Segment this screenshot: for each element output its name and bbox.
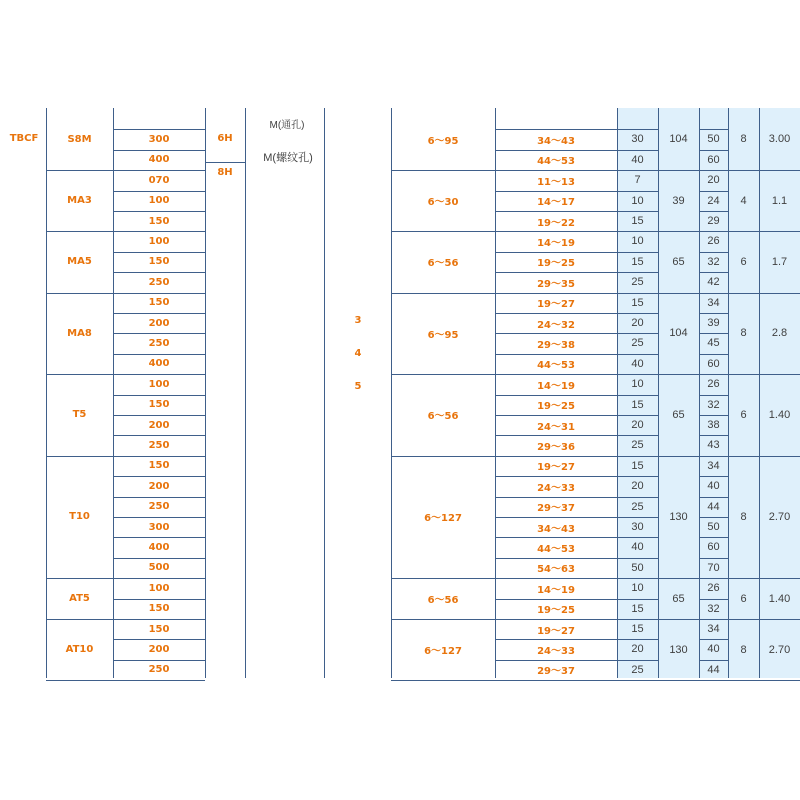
- size-cell: 19～27: [537, 299, 575, 311]
- size-cell: 29～36: [537, 441, 575, 453]
- value-a-cell: 65: [672, 592, 685, 605]
- value-1-cell: 15: [631, 398, 644, 411]
- size-cell: 14～17: [537, 197, 575, 209]
- value-2-cell: 44: [707, 500, 720, 513]
- value-c-cell: 1.40: [768, 592, 791, 605]
- value-2-cell: 60: [707, 541, 720, 554]
- value-1-cell: 20: [631, 480, 644, 493]
- value-1-cell: 10: [631, 378, 644, 391]
- range-cell: 6～30: [427, 197, 459, 209]
- value-1-cell: 50: [631, 561, 644, 574]
- value-2-cell: 60: [707, 153, 720, 166]
- value-c-cell: 3.00: [768, 133, 791, 146]
- group-separator: [391, 680, 800, 681]
- value-1-cell: 15: [631, 459, 644, 472]
- value-2-cell: 20: [707, 174, 720, 187]
- size-cell: 19～22: [537, 217, 575, 229]
- value-1-cell: 10: [631, 235, 644, 248]
- size-cell: 44～53: [537, 360, 575, 372]
- size-cell: 44～53: [537, 543, 575, 555]
- value-1-cell: 40: [631, 153, 644, 166]
- width-cell: 100: [148, 195, 170, 207]
- value-c-cell: 2.8: [771, 327, 788, 340]
- size-cell: 24～33: [537, 645, 575, 657]
- value-1-cell: 7: [634, 174, 641, 187]
- value-b-cell: 8: [740, 643, 747, 656]
- width-cell: 100: [148, 582, 170, 594]
- width-cell: 400: [148, 154, 170, 166]
- range-cell: 6～56: [427, 595, 459, 606]
- size-cell: 29～35: [537, 278, 575, 290]
- width-cell: 300: [148, 521, 170, 533]
- value-c-cell: 1.40: [768, 408, 791, 421]
- width-cell: 400: [148, 358, 170, 370]
- size-cell: 29～37: [537, 666, 575, 678]
- value-1-cell: 40: [631, 541, 644, 554]
- size-cell: 29～38: [537, 339, 575, 351]
- value-1-cell: 15: [631, 215, 644, 228]
- value-1-cell: 15: [631, 296, 644, 309]
- value-1-cell: 30: [631, 133, 644, 146]
- range-cell: 6～95: [427, 329, 459, 341]
- value-1-cell: 40: [631, 357, 644, 370]
- column-divider: [245, 108, 246, 678]
- value-2-cell: 29: [707, 215, 720, 228]
- value-1-cell: 20: [631, 419, 644, 432]
- value-b-cell: 4: [740, 194, 747, 207]
- value-2-cell: 24: [707, 194, 720, 207]
- profile-cell: S8M: [67, 133, 92, 145]
- width-cell: 200: [148, 317, 170, 329]
- width-cell: 150: [148, 256, 170, 268]
- value-a-cell: 104: [669, 133, 688, 146]
- value-1-cell: 25: [631, 276, 644, 289]
- profile-cell: AT10: [65, 644, 94, 655]
- value-2-cell: 44: [707, 663, 720, 676]
- width-cell: 200: [148, 643, 170, 655]
- width-cell: 400: [148, 541, 170, 553]
- width-cell: 150: [148, 215, 170, 227]
- size-cell: 14～19: [537, 237, 575, 249]
- width-cell: 250: [148, 664, 170, 676]
- value-2-cell: 60: [707, 357, 720, 370]
- tolerance-8h: 8H: [217, 166, 233, 178]
- size-cell: 24～33: [537, 482, 575, 494]
- size-cell: 29～37: [537, 503, 575, 515]
- value-c-cell: 1.7: [771, 255, 788, 268]
- inner-number-4: 4: [354, 347, 362, 359]
- size-cell: 14～19: [537, 380, 575, 392]
- profile-cell: MA8: [67, 327, 92, 339]
- value-a-cell: 65: [672, 255, 685, 268]
- size-cell: 11～13: [537, 176, 575, 188]
- value-2-cell: 26: [707, 235, 720, 248]
- size-cell: 19～27: [537, 462, 575, 474]
- value-b-cell: 6: [740, 255, 747, 268]
- column-divider: [205, 108, 206, 678]
- width-cell: 200: [148, 480, 170, 492]
- size-cell: 14～19: [537, 584, 575, 596]
- value-c-cell: 1.1: [771, 194, 788, 207]
- value-a-cell: 65: [672, 408, 685, 421]
- width-cell: 150: [148, 399, 170, 411]
- type-cell: TBCF: [9, 132, 39, 144]
- size-cell: 19～27: [537, 625, 575, 637]
- value-2-cell: 26: [707, 582, 720, 595]
- value-2-cell: 34: [707, 296, 720, 309]
- width-cell: 100: [148, 235, 170, 247]
- value-2-cell: 26: [707, 378, 720, 391]
- width-cell: 100: [148, 378, 170, 390]
- width-cell: 150: [148, 623, 170, 635]
- value-1-cell: 25: [631, 439, 644, 452]
- width-cell: 150: [148, 460, 170, 472]
- width-cell: 250: [148, 439, 170, 451]
- value-1-cell: 15: [631, 623, 644, 636]
- tolerance-divider: [205, 162, 245, 163]
- value-2-cell: 43: [707, 439, 720, 452]
- value-2-cell: 50: [707, 521, 720, 534]
- range-cell: 6～127: [424, 646, 462, 657]
- value-2-cell: 40: [707, 643, 720, 656]
- inner-number-5: 5: [354, 380, 362, 392]
- value-a-cell: 130: [669, 510, 688, 523]
- value-1-cell: 25: [631, 500, 644, 513]
- width-cell: 250: [148, 337, 170, 349]
- value-2-cell: 34: [707, 623, 720, 636]
- value-2-cell: 40: [707, 480, 720, 493]
- tolerance-6h: 6H: [217, 132, 233, 144]
- size-cell: 44～53: [537, 156, 575, 168]
- size-cell: 34～43: [537, 523, 575, 535]
- value-b-cell: 8: [740, 510, 747, 523]
- value-1-cell: 10: [631, 194, 644, 207]
- size-cell: 34～43: [537, 135, 575, 147]
- value-a-cell: 39: [672, 194, 685, 207]
- range-cell: 6～95: [427, 135, 459, 147]
- hole-note-threaded: M(螺纹孔): [263, 152, 313, 164]
- size-cell: 24～32: [537, 319, 575, 331]
- value-2-cell: 32: [707, 602, 720, 615]
- size-cell: 19～25: [537, 605, 575, 617]
- value-a-cell: 130: [669, 643, 688, 656]
- width-cell: 250: [148, 276, 170, 288]
- size-cell: 54～63: [537, 564, 575, 576]
- value-a-cell: 104: [669, 327, 688, 340]
- column-divider: [324, 108, 325, 678]
- value-2-cell: 50: [707, 133, 720, 146]
- range-cell: 6～127: [424, 513, 462, 525]
- value-2-cell: 39: [707, 317, 720, 330]
- value-2-cell: 45: [707, 337, 720, 350]
- width-cell: 250: [148, 501, 170, 513]
- inner-number-3: 3: [354, 314, 362, 326]
- profile-cell: AT5: [69, 593, 90, 604]
- size-cell: 24～31: [537, 421, 575, 433]
- profile-cell: T5: [72, 409, 87, 421]
- value-b-cell: 6: [740, 592, 747, 605]
- size-cell: 19～25: [537, 258, 575, 270]
- value-2-cell: 32: [707, 398, 720, 411]
- value-1-cell: 20: [631, 643, 644, 656]
- value-1-cell: 10: [631, 582, 644, 595]
- value-1-cell: 30: [631, 521, 644, 534]
- value-b-cell: 6: [740, 408, 747, 421]
- value-b-cell: 8: [740, 327, 747, 340]
- value-c-cell: 2.70: [768, 510, 791, 523]
- value-1-cell: 25: [631, 337, 644, 350]
- profile-cell: MA5: [67, 256, 92, 268]
- value-2-cell: 42: [707, 276, 720, 289]
- range-cell: 6～56: [427, 411, 459, 423]
- value-1-cell: 20: [631, 317, 644, 330]
- value-1-cell: 15: [631, 602, 644, 615]
- width-cell: 150: [148, 603, 170, 615]
- value-2-cell: 34: [707, 459, 720, 472]
- value-2-cell: 38: [707, 419, 720, 432]
- group-separator: [46, 680, 205, 681]
- width-cell: 300: [148, 133, 170, 145]
- profile-cell: T10: [69, 511, 90, 523]
- value-1-cell: 25: [631, 663, 644, 676]
- width-cell: 500: [148, 562, 170, 574]
- hole-note-through: M(通孔): [269, 119, 305, 131]
- value-2-cell: 70: [707, 561, 720, 574]
- size-cell: 19～25: [537, 401, 575, 413]
- profile-cell: MA3: [67, 195, 92, 207]
- value-c-cell: 2.70: [768, 643, 791, 656]
- width-cell: 070: [148, 174, 170, 186]
- value-2-cell: 32: [707, 255, 720, 268]
- width-cell: 150: [148, 297, 170, 309]
- value-b-cell: 8: [740, 133, 747, 146]
- value-1-cell: 15: [631, 255, 644, 268]
- width-cell: 200: [148, 419, 170, 431]
- range-cell: 6～56: [427, 258, 459, 270]
